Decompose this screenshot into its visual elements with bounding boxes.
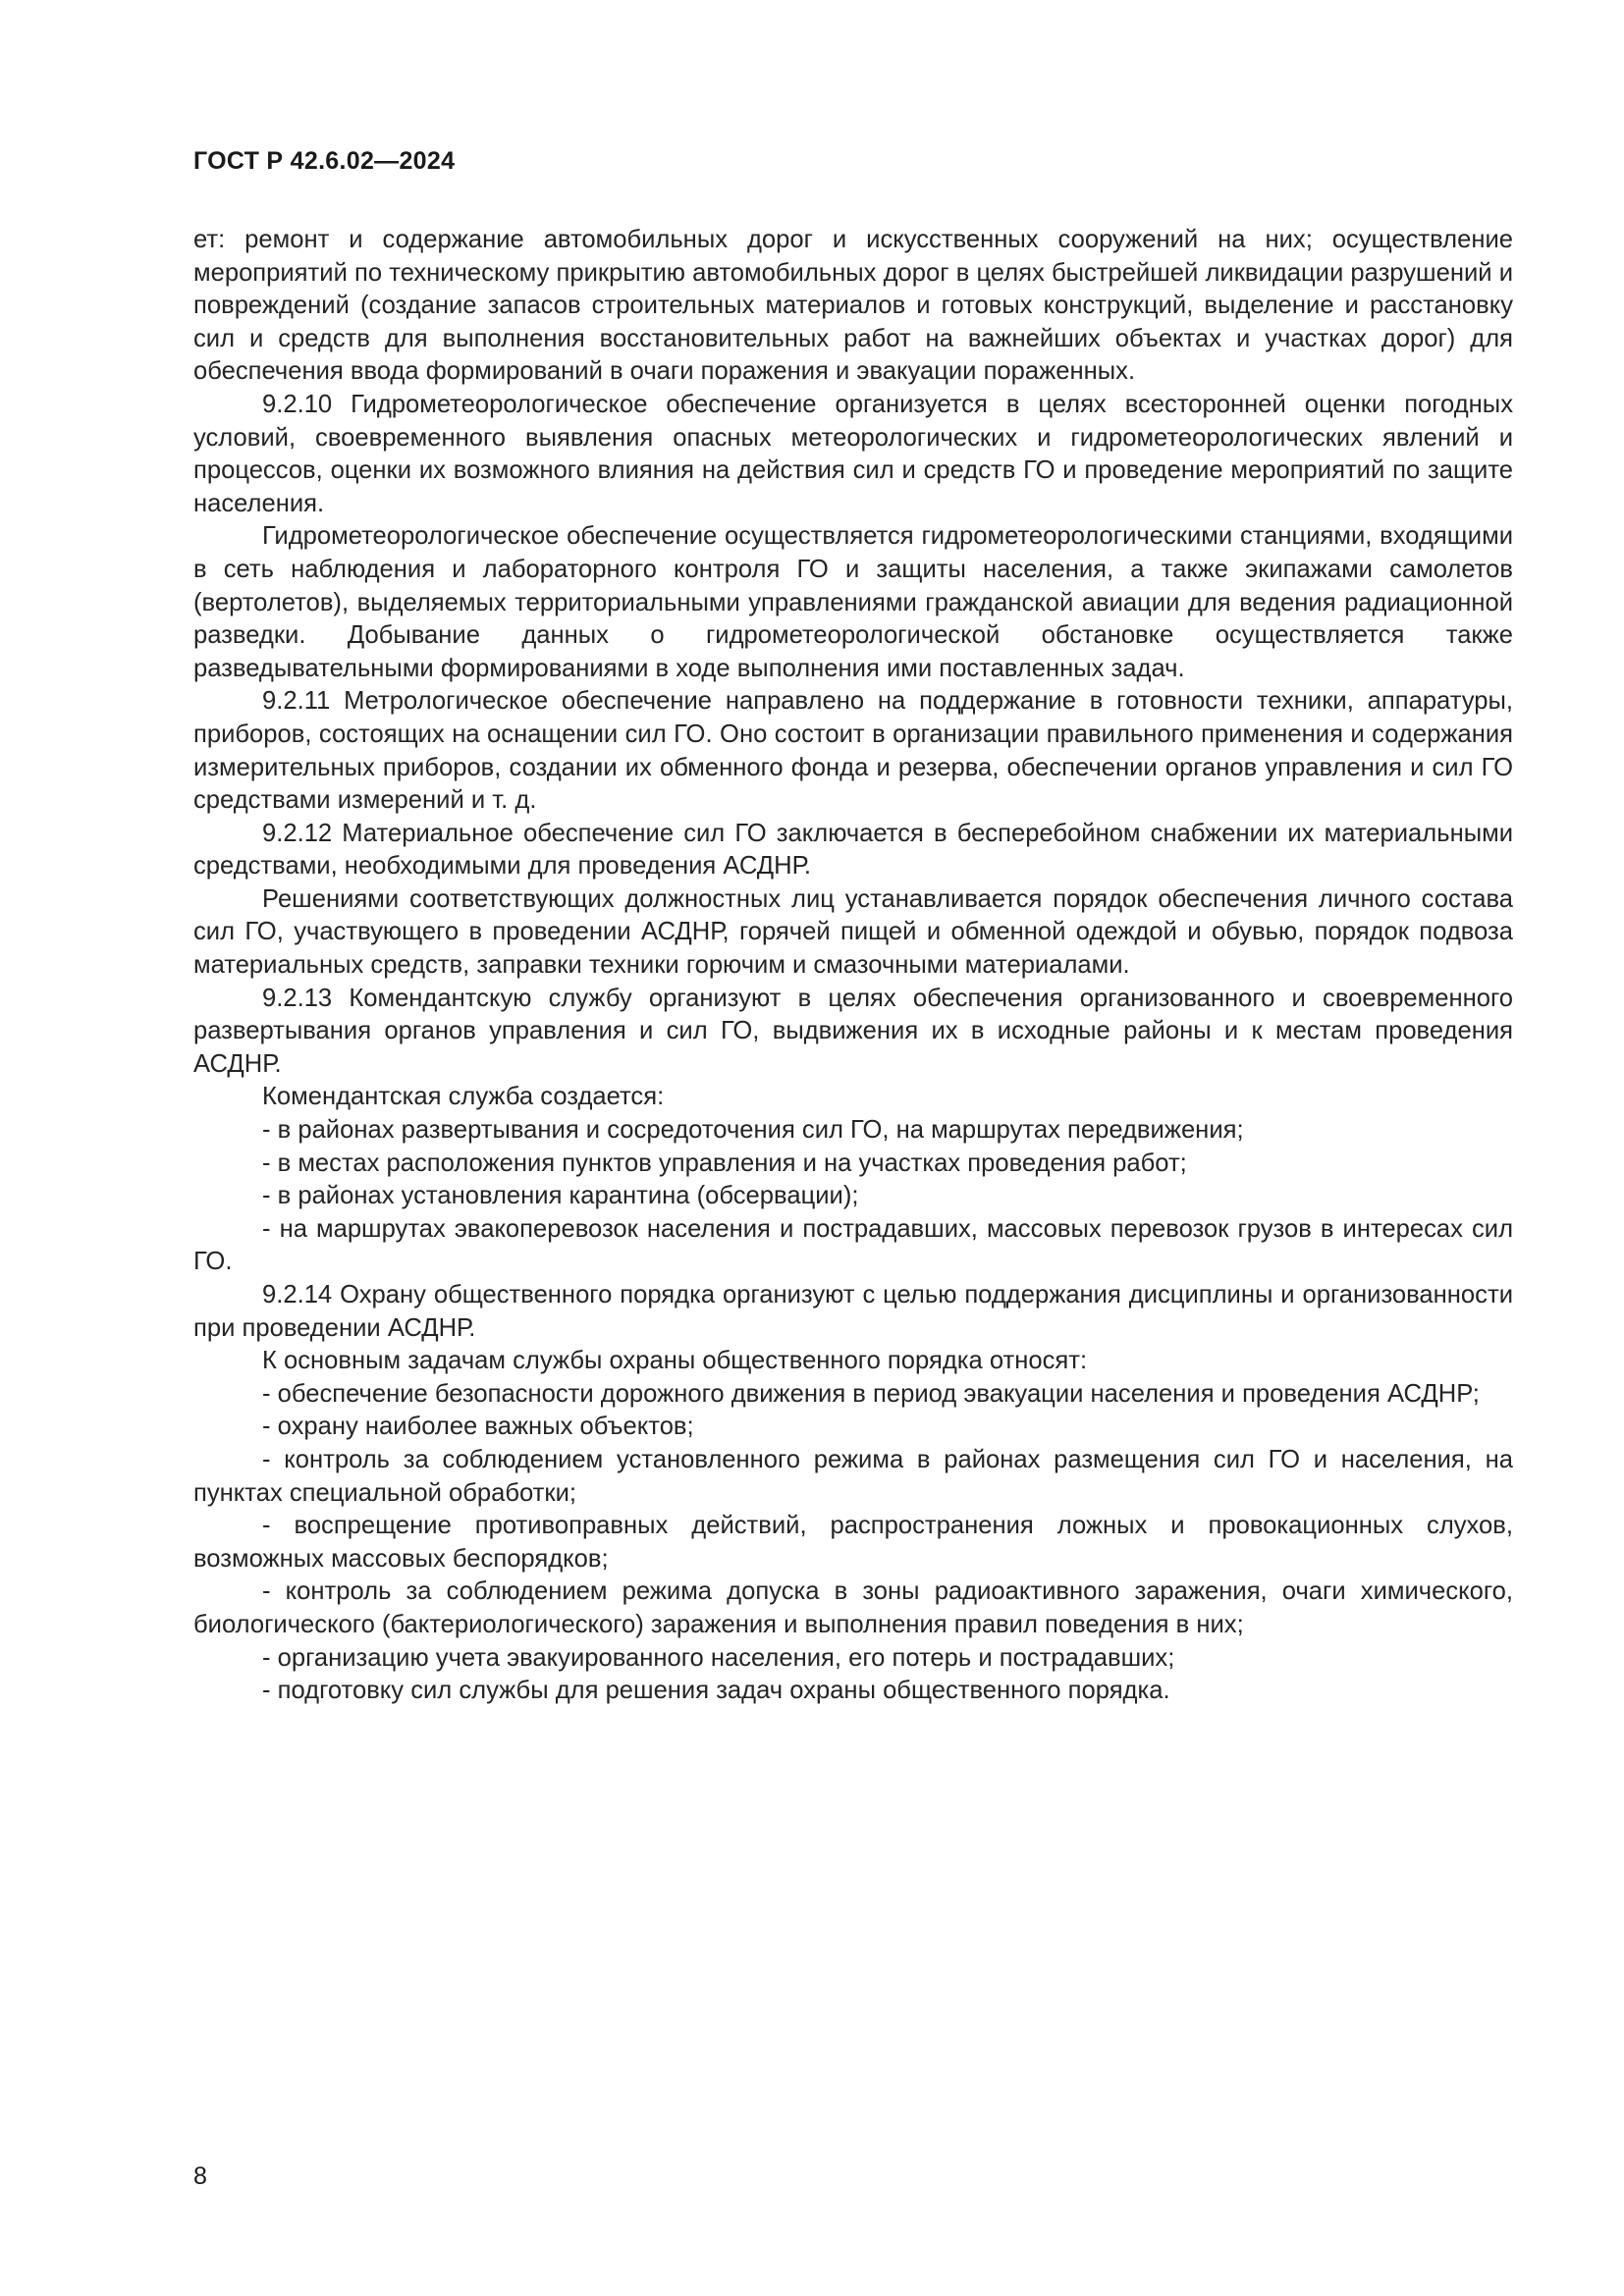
paragraph-9-2-14: 9.2.14 Охрану общественного порядка организуют с целью поддержания дисциплины и организованности при проведении АСДНР. [193, 1281, 1513, 1342]
list-item: - воспрещение противоправных действий, распространения ложных и провокационных слухов, возможных массовых беспорядков; [193, 1512, 1513, 1573]
list-item: - в местах расположения пунктов управления и на участках проведения работ; [262, 1148, 1187, 1177]
document-code-header: ГОСТ Р 42.6.02—2024 [193, 147, 456, 175]
list-item: - организацию учета эвакуированного населения, его потерь и пострадавших; [262, 1643, 1175, 1672]
list-item: - в районах развертывания и сосредоточения сил ГО, на маршрутах передвижения; [262, 1116, 1244, 1145]
paragraph-supply-decisions: Решениями соответствующих должностных лиц устанавливается порядок обеспечения личного состава сил ГО, участвующего в проведении АСДНР, горячей пищей и обменной одеждой и обувью, порядок подвоза материальных средств, заправки техники горючим и смазочными материалами. [193, 884, 1513, 980]
list-item: - контроль за соблюдением установленного режима в районах размещения сил ГО и населения, на пунктах специальной обработки; [193, 1445, 1513, 1507]
list-item: - в районах установления карантина (обсервации); [262, 1182, 859, 1210]
paragraph-9-2-12: 9.2.12 Материальное обеспечение сил ГО заключается в бесперебойном снабжении их материальными средствами, необходимыми для проведения АСДНР. [193, 819, 1513, 881]
paragraph-9-2-11: 9.2.11 Метрологическое обеспечение направлено на поддержание в готовности техники, аппаратуры, приборов, состоящих на оснащении сил ГО. Оно состоит в организации правильного применения и содержания измерительных приборов, создании их обменного фонда и резерва, обеспечении органов управления и сил ГО средствами измерений и т. д. [193, 687, 1513, 815]
page-number: 8 [193, 2163, 207, 2190]
list-item: - контроль за соблюдением режима допуска в зоны радиоактивного заражения, очаги химического, биологического (бактериологического) заражения и выполнения правил поведения в них; [193, 1577, 1513, 1638]
paragraph-hydromet-stations: Гидрометеорологическое обеспечение осуществляется гидрометеорологическими станциями, входящими в сеть наблюдения и лабораторного контроля ГО и защиты населения, а также экипажами самолетов (вертолетов), выделяемых территориальными управлениями гражданской авиации для ведения радиационной разведки. Добывание данных о гидрометеорологической обстановке осуществляется также разведывательными формированиями в ходе выполнения ими поставленных задач. [193, 522, 1513, 682]
document-body [193, 224, 1513, 1708]
list-item: - охрану наиболее важных объектов; [262, 1413, 694, 1441]
list-item: - подготовку сил службы для решения задач охраны общественного порядка. [262, 1677, 1170, 1705]
paragraph-9-2-13: 9.2.13 Комендантскую службу организуют в целях обеспечения организованного и своевременного развертывания органов управления и сил ГО, выдвижения их в исходные районы и к местам проведения АСДНР. [193, 984, 1513, 1078]
paragraph-order-tasks-intro: К основным задачам службы охраны общественного порядка относят: [262, 1347, 1088, 1375]
list-item: - обеспечение безопасности дорожного движения в период эвакуации населения и проведения АСДНР; [262, 1379, 1480, 1408]
paragraph-9-2-10: 9.2.10 Гидрометеорологическое обеспечение организуется в целях всесторонней оценки погодных условий, своевременного выявления опасных метеорологических и гидрометеорологических явлений и процессов, оценки их возможного влияния на действия сил и средств ГО и проведение мероприятий по защите населения. [193, 390, 1513, 517]
list-item: - на маршрутах эвакоперевозок населения и пострадавших, массовых перевозок грузов в интересах сил ГО. [193, 1214, 1513, 1276]
paragraph-commandant-intro: Комендантская служба создается: [262, 1083, 665, 1111]
paragraph-continuation: ет: ремонт и содержание автомобильных дорог и искусственных сооружений на них; осуществление мероприятий по техническому прикрытию автомобильных дорог в целях быстрейшей ликвидации разрушений и повреждений (создание запасов строительных материалов и готовых конструкций, выделение и расстановку сил и средств для выполнения восстановительных работ на важнейших объектах и участках дорог) для обеспечения ввода формирований в очаги поражения и эвакуации пораженных. [193, 226, 1513, 386]
